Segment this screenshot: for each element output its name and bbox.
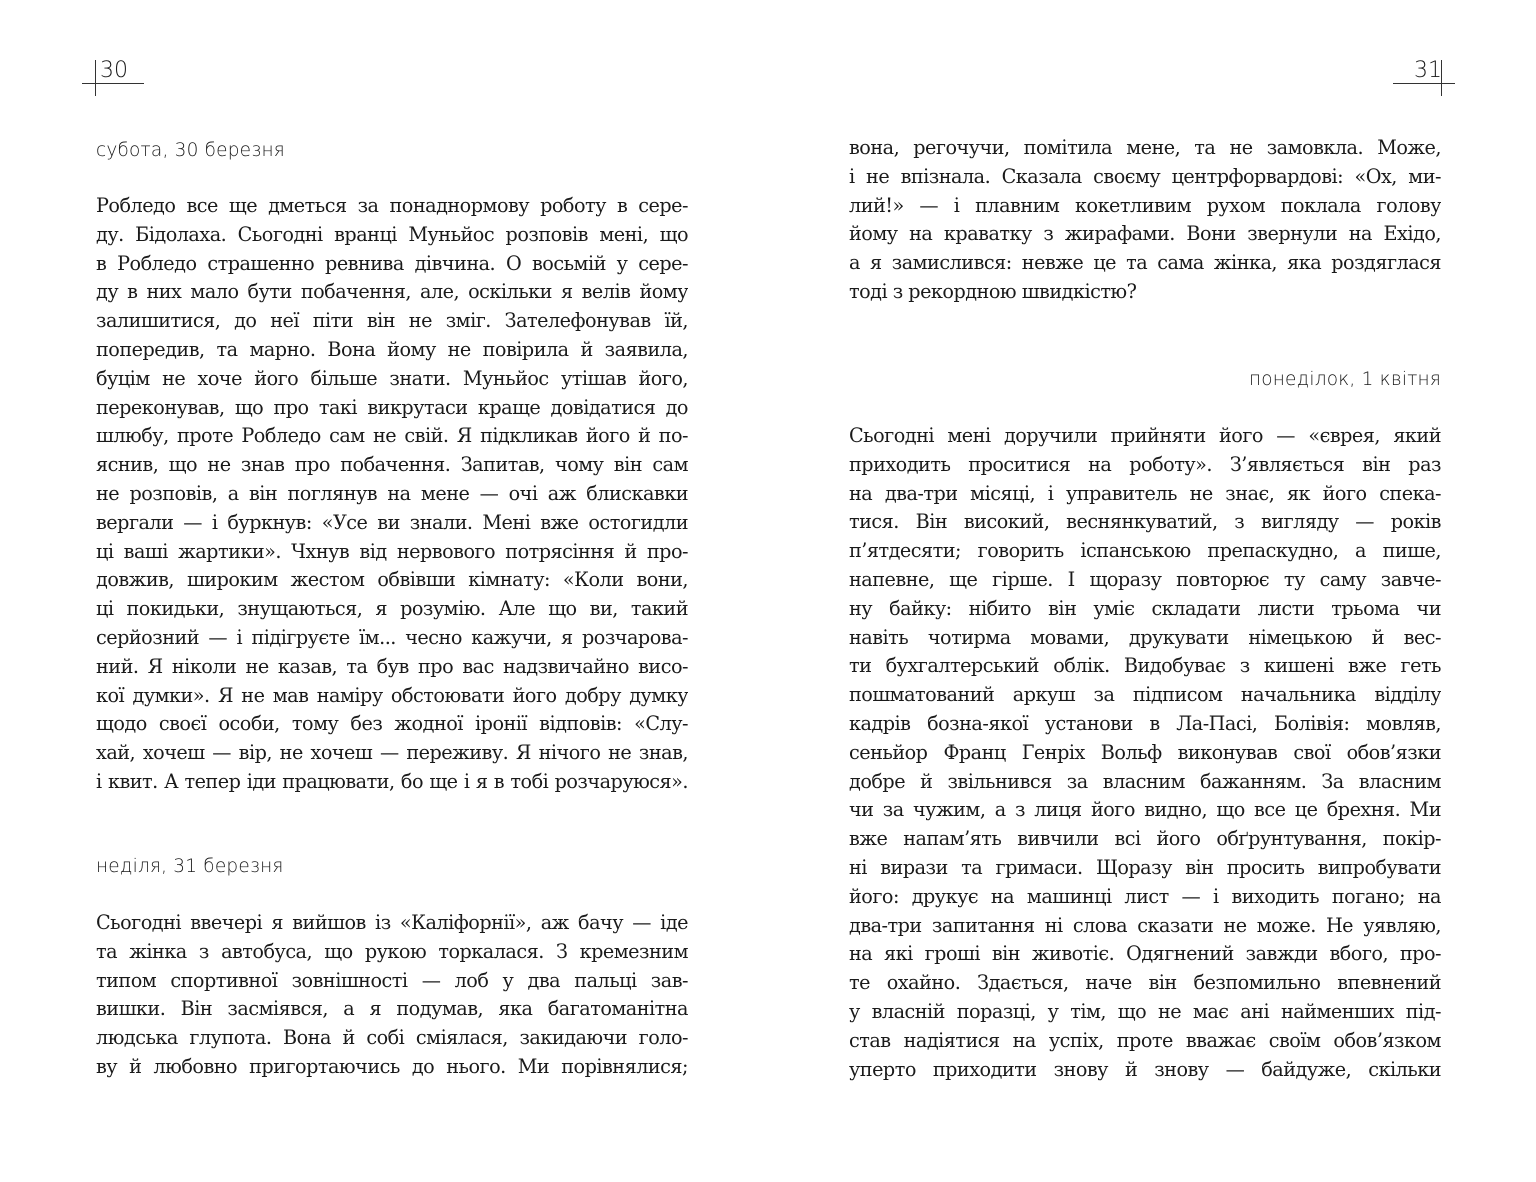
text-line: добре й звільнився за власним бажанням. За власним	[849, 769, 1441, 793]
crop-mark-vertical	[95, 60, 96, 96]
text-line: яснив, що не знав про побачення. Запитав, чому він сам	[96, 453, 688, 477]
text-line: ний. Я ніколи не казав, та був про вас надзвичайно висо-	[96, 654, 688, 678]
right-page	[768, 0, 1536, 1182]
entry-date: понеділок, 1 квітня	[1248, 369, 1441, 390]
text-line: приходить проситися на роботу». З’являється він раз	[849, 452, 1441, 476]
text-line: у власній поразці, у тім, що не має ані найменших під-	[849, 999, 1441, 1023]
text-line: і не впізнала. Сказала своєму центрфорвардові: «Ох, ми-	[849, 164, 1441, 188]
continuation-paragraph	[849, 134, 1441, 307]
text-line: хай, хочеш — вір, не хочеш — переживу. Я нічого не знав,	[96, 741, 688, 765]
text-line: два-три запитання ні слова сказати не може. Не уявляю,	[849, 913, 1441, 937]
text-line: а я замислився: невже це та сама жінка, яка роздяглася	[849, 251, 1441, 275]
text-line: буцім не хоче його більше знати. Муньйос утішав його,	[96, 366, 688, 390]
text-line: кадрів бозна-якої установи в Ла-Пасі, Болівія: мовляв,	[849, 711, 1441, 735]
text-line: і квит. А тепер іди працювати, бо ще і я в тобі розчаруюся».	[96, 769, 688, 793]
text-line: ці покидьки, знущаються, я розумію. Але що ви, такий	[96, 597, 688, 621]
text-line: ду в них мало бути побачення, але, оскільки я велів йому	[96, 280, 688, 304]
text-line: в Робледо страшенно ревнива дівчина. О восьмій у сере-	[96, 251, 688, 275]
text-line: та жінка з автобуса, що рукою торкалася. З кремезним	[96, 939, 688, 963]
entry-date: субота, 30 березня	[96, 140, 285, 161]
text-line: залишитися, до неї піти він не зміг. Зателефонував їй,	[96, 309, 688, 333]
text-line: ду. Бідолаха. Сьогодні вранці Муньйос розповів мені, що	[96, 222, 688, 246]
text-line: те охайно. Здається, наче він безпомильно впевнений	[849, 971, 1441, 995]
text-line: ці ваші жартики». Чхнув від нервового потрясіння й про-	[96, 539, 688, 563]
text-line: уперто приходити знову й знову — байдуже, скільки	[849, 1057, 1441, 1081]
text-line: вергали — і буркнув: «Усе ви знали. Мені вже остогидли	[96, 510, 688, 534]
text-line: щодо своєї особи, тому без жодної іронії відповів: «Слу-	[96, 712, 688, 736]
text-line: не розповів, а він поглянув на мене — очі аж блискавки	[96, 481, 688, 505]
entry-paragraph	[96, 192, 688, 797]
text-line: шлюбу, проте Робледо сам не свій. Я підкликав його й по-	[96, 424, 688, 448]
text-line: на які гроші він животіє. Одягнений завжди вбого, про-	[849, 942, 1441, 966]
page-number: 31	[1414, 58, 1442, 83]
text-line: вишки. Він засміявся, а я подумав, яка багатоманітна	[96, 997, 688, 1021]
text-line: сеньйор Франц Генріх Вольф виконував свої обов’язки	[849, 740, 1441, 764]
text-line: став надіятися на успіх, проте вважає своїм обов’язком	[849, 1028, 1441, 1052]
text-line: Робледо все ще дметься за понаднормову роботу в сере-	[96, 194, 688, 217]
text-line: лий!» — і плавним кокетливим рухом поклала голову	[849, 193, 1441, 217]
page-number: 30	[100, 58, 128, 83]
text-line: напевне, ще гірше. І щоразу повторює ту саму завче-	[849, 567, 1441, 591]
entry-paragraph	[96, 909, 688, 1082]
text-line: попередив, та марно. Вона йому не повірила й заявила,	[96, 337, 688, 361]
text-line: навіть чотирма мовами, друкувати німецькою й вес-	[849, 625, 1441, 649]
text-line: Сьогодні мені доручили прийняти його — «єврея, який	[849, 424, 1441, 447]
text-line: довжив, широким жестом обвівши кімнату: «Коли вони,	[96, 568, 688, 592]
text-line: типом спортивної зовнішності — лоб у два пальці зав-	[96, 968, 688, 992]
text-line: переконував, що про такі викрутаси краще довідатися до	[96, 395, 688, 419]
entry-date: неділя, 31 березня	[96, 856, 284, 877]
text-line: серйозний — і підігруєте їм... чесно кажучи, я розчарова-	[96, 625, 688, 649]
text-line: тися. Він високий, веснянкуватий, з вигляду — років	[849, 510, 1441, 534]
text-line: ву й любовно пригортаючись до нього. Ми порівнялися;	[96, 1054, 688, 1078]
text-line: Сьогодні ввечері я вийшов із «Каліфорнії», аж бачу — іде	[96, 911, 688, 934]
text-line: кої думки». Я не мав наміру обстоювати його добру думку	[96, 683, 688, 707]
text-line: йому на краватку з жирафами. Вони звернули на Ехідо,	[849, 222, 1441, 246]
text-line: вона, регочучи, помітила мене, та не замовкла. Може,	[849, 136, 1441, 159]
text-line: тоді з рекордною швидкістю?	[849, 279, 1137, 303]
text-line: чи за чужим, а з лиця його видно, що все це брехня. Ми	[849, 798, 1441, 822]
text-line: ну байку: нібито він уміє складати листи трьома чи	[849, 596, 1441, 620]
text-line: пошматований аркуш за підписом начальника відділу	[849, 683, 1441, 707]
text-line: на два-три місяці, і управитель не знає, як його спека-	[849, 481, 1441, 505]
text-line: його: друкує на машинці лист — і виходить погано; на	[849, 884, 1441, 908]
text-line: людська глупота. Вона й собі сміялася, закидаючи голо-	[96, 1026, 688, 1050]
text-line: п’ятдесяти; говорить іспанською препаскудно, а пише,	[849, 539, 1441, 563]
text-line: ти бухгалтерський облік. Видобуває з кишені вже геть	[849, 654, 1441, 678]
entry-paragraph	[849, 422, 1441, 1084]
text-line: ні вирази та гримаси. Щоразу він просить випробувати	[849, 855, 1441, 879]
text-line: вже напам’ять вивчили всі його обґрунтування, покір-	[849, 827, 1441, 851]
